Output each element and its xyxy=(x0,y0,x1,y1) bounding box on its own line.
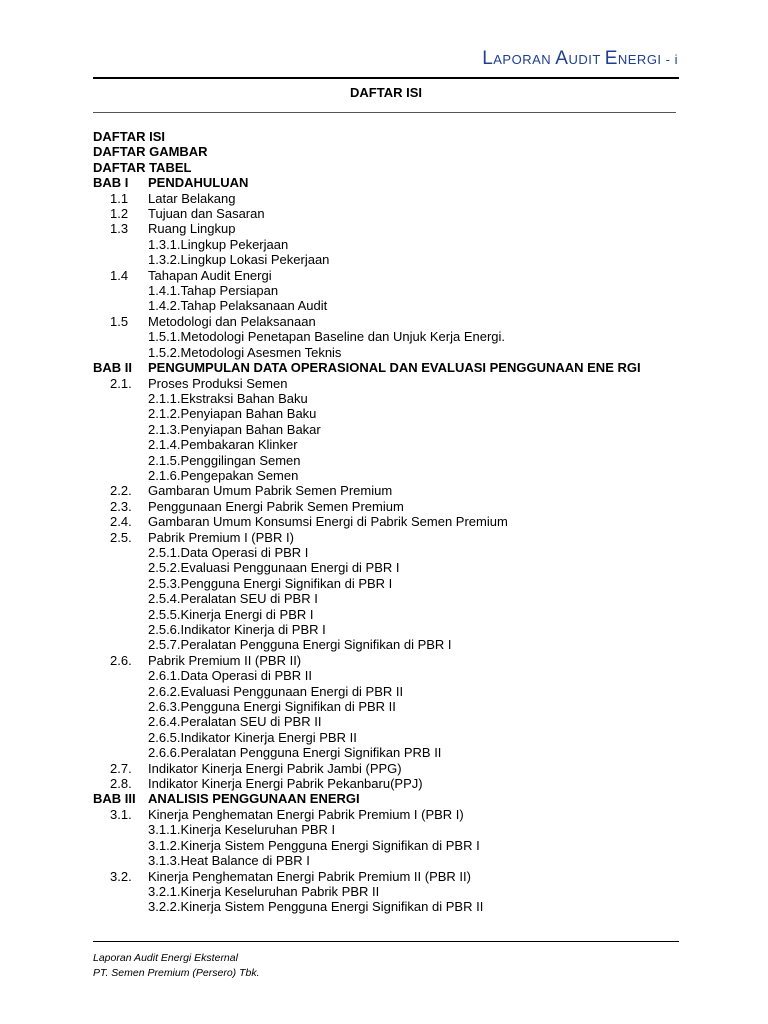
toc-entry xyxy=(93,391,683,406)
toc-entry-title: Pabrik Premium I (PBR I) xyxy=(148,529,294,545)
toc-entry xyxy=(93,160,683,175)
running-header-initial: A xyxy=(555,48,569,69)
toc-entry xyxy=(93,483,683,498)
toc-entry-title: 2.6.5.Indikator Kinerja Energi PBR II xyxy=(148,729,357,745)
toc-entry-number: 2.4. xyxy=(110,514,132,530)
toc-entry-title: 1.5.2.Metodologi Asesmen Teknis xyxy=(148,344,342,360)
toc-entry-number: 2.2. xyxy=(110,483,132,499)
toc-entry xyxy=(93,453,683,468)
toc-entry-title: Ruang Lingkup xyxy=(148,221,236,237)
footer-rule xyxy=(93,941,679,942)
footer-report-name: Laporan Audit Energi Eksternal xyxy=(93,952,238,964)
toc-entry-title: Penggunaan Energi Pabrik Semen Premium xyxy=(148,498,404,514)
running-header-initial: E xyxy=(604,48,618,69)
toc-entry-title: 3.2.1.Kinerja Keseluruhan Pabrik PBR II xyxy=(148,883,380,899)
toc-entry-title: Pabrik Premium II (PBR II) xyxy=(148,652,302,668)
toc-entry-number: 2.1. xyxy=(110,375,132,391)
toc-entry-title: 3.1.3.Heat Balance di PBR I xyxy=(148,853,310,869)
toc-entry-number: 2.5. xyxy=(110,529,132,545)
toc-entry-number: BAB III xyxy=(93,791,136,807)
toc-entry xyxy=(93,622,683,637)
toc-entry-title: Tahapan Audit Energi xyxy=(148,267,272,283)
running-header-word: APORAN xyxy=(493,52,556,67)
running-header-initial: L xyxy=(482,48,494,69)
toc-entry xyxy=(93,514,683,529)
toc-entry xyxy=(93,899,683,914)
toc-entry-title: 2.5.7.Peralatan Pengguna Energi Signifikan di PBR I xyxy=(148,637,452,653)
toc-entry-number: 3.1. xyxy=(110,806,132,822)
toc-entry-title: 2.1.3.Penyiapan Bahan Bakar xyxy=(148,421,321,437)
toc-entry xyxy=(93,237,683,252)
toc-entry xyxy=(93,376,683,391)
toc-entry xyxy=(93,560,683,575)
toc-entry xyxy=(93,853,683,868)
toc-entry xyxy=(93,329,683,344)
toc-entry-title: DAFTAR TABEL xyxy=(93,159,192,175)
toc-entry-title: Gambaran Umum Pabrik Semen Premium xyxy=(148,483,393,499)
running-header-word: NERGI - i xyxy=(617,52,678,67)
toc-entry-title: Proses Produksi Semen xyxy=(148,375,288,391)
toc-entry-title: 1.4.1.Tahap Persiapan xyxy=(148,283,279,299)
toc-entry-title: 1.5.1.Metodologi Penetapan Baseline dan Unjuk Kerja Energi. xyxy=(148,329,506,345)
toc-entry-title: 1.4.2.Tahap Pelaksanaan Audit xyxy=(148,298,328,314)
toc-entry-title: 2.1.1.Ekstraksi Bahan Baku xyxy=(148,390,308,406)
toc-entry xyxy=(93,406,683,421)
toc-entry xyxy=(93,884,683,899)
toc-entry xyxy=(93,869,683,884)
toc-entry xyxy=(93,761,683,776)
toc-entry xyxy=(93,206,683,221)
toc-entry xyxy=(93,607,683,622)
toc-entry-title: 1.3.2.Lingkup Lokasi Pekerjaan xyxy=(148,252,330,268)
toc-entry-title: Kinerja Penghematan Energi Pabrik Premium I (PBR I) xyxy=(148,806,464,822)
toc-entry-title: Indikator Kinerja Energi Pabrik Jambi (PPG) xyxy=(148,760,402,776)
toc-entry-number: 2.3. xyxy=(110,498,132,514)
toc-entry-number: BAB II xyxy=(93,360,132,376)
toc-entry xyxy=(93,714,683,729)
toc-entry xyxy=(93,283,683,298)
toc-entry-title: Metodologi dan Pelaksanaan xyxy=(148,313,316,329)
footer-company-name: PT. Semen Premium (Persero) Tbk. xyxy=(93,967,260,979)
toc-entry xyxy=(93,730,683,745)
toc-entry-title: 2.5.5.Kinerja Energi di PBR I xyxy=(148,606,314,622)
title-rule xyxy=(93,112,676,113)
toc-entry xyxy=(93,653,683,668)
toc-entry-title: DAFTAR GAMBAR xyxy=(93,144,208,160)
toc-entry xyxy=(93,776,683,791)
toc-entry-number: 1.1 xyxy=(110,190,129,206)
toc-entry-title: 3.1.2.Kinerja Sistem Pengguna Energi Signifikan di PBR I xyxy=(148,837,480,853)
toc-chapter-entry xyxy=(93,791,683,806)
page-title: DAFTAR ISI xyxy=(350,85,422,100)
toc-entry-title: 2.6.1.Data Operasi di PBR II xyxy=(148,668,313,684)
toc-chapter-entry xyxy=(93,360,683,375)
toc-entry-title: DAFTAR ISI xyxy=(93,129,165,144)
toc-entry-title: ANALISIS PENGGUNAAN ENERGI xyxy=(148,791,360,807)
toc-entry xyxy=(93,807,683,822)
toc-entry-number: 1.3 xyxy=(110,221,129,237)
toc-entry-number: 2.6. xyxy=(110,652,132,668)
table-of-contents xyxy=(93,129,683,915)
toc-entry-title: Indikator Kinerja Energi Pabrik Pekanbaru(PPJ) xyxy=(148,776,423,792)
toc-entry xyxy=(93,591,683,606)
header-rule xyxy=(93,77,679,79)
toc-entry-number: 1.5 xyxy=(110,313,129,329)
toc-entry xyxy=(93,422,683,437)
toc-entry-title: 2.6.4.Peralatan SEU di PBR II xyxy=(148,714,322,730)
toc-entry xyxy=(93,822,683,837)
toc-entry-title: Gambaran Umum Konsumsi Energi di Pabrik Semen Premium xyxy=(148,514,508,530)
toc-entry xyxy=(93,499,683,514)
toc-entry xyxy=(93,576,683,591)
toc-entry-number: 2.8. xyxy=(110,776,132,792)
toc-entry xyxy=(93,144,683,159)
toc-chapter-entry xyxy=(93,175,683,190)
toc-entry-title: 2.6.6.Peralatan Pengguna Energi Signifikan PRB II xyxy=(148,745,442,761)
toc-entry xyxy=(93,545,683,560)
toc-entry-title: 2.1.5.Penggilingan Semen xyxy=(148,452,301,468)
toc-entry xyxy=(93,345,683,360)
toc-entry-title: 2.5.6.Indikator Kinerja di PBR I xyxy=(148,622,326,637)
toc-entry-title: Kinerja Penghematan Energi Pabrik Premium II (PBR II) xyxy=(148,868,471,884)
toc-entry-title: 3.2.2.Kinerja Sistem Pengguna Energi Signifikan di PBR II xyxy=(148,899,484,915)
toc-entry-title: 2.1.4.Pembakaran Klinker xyxy=(148,437,298,453)
toc-entry-title: 3.1.1.Kinerja Keseluruhan PBR I xyxy=(148,822,336,838)
toc-entry-number: 1.4 xyxy=(110,267,129,283)
toc-entry-title: 2.5.3.Pengguna Energi Signifikan di PBR I xyxy=(148,575,393,591)
toc-entry-title: PENGUMPULAN DATA OPERASIONAL DAN EVALUASI PENGGUNAAN ENE RGI xyxy=(148,360,641,376)
toc-entry xyxy=(93,699,683,714)
toc-entry xyxy=(93,437,683,452)
toc-entry xyxy=(93,252,683,267)
toc-entry xyxy=(93,468,683,483)
toc-entry xyxy=(93,530,683,545)
toc-entry xyxy=(93,745,683,760)
toc-entry-title: 2.6.2.Evaluasi Penggunaan Energi di PBR II xyxy=(148,683,404,699)
toc-entry xyxy=(93,637,683,652)
toc-entry-number: 2.7. xyxy=(110,760,132,776)
toc-entry-title: 2.6.3.Pengguna Energi Signifikan di PBR II xyxy=(148,699,396,715)
toc-entry-number: 1.2 xyxy=(110,206,129,222)
running-header-title xyxy=(482,48,678,70)
toc-entry-title: 1.3.1.Lingkup Pekerjaan xyxy=(148,236,289,252)
toc-entry xyxy=(93,268,683,283)
toc-entry-number: BAB I xyxy=(93,175,129,191)
toc-entry-title: 2.5.1.Data Operasi di PBR I xyxy=(148,544,309,560)
toc-entry xyxy=(93,684,683,699)
toc-entry-title: 2.1.2.Penyiapan Bahan Baku xyxy=(148,406,317,422)
toc-entry-title: Latar Belakang xyxy=(148,190,236,206)
toc-entry xyxy=(93,838,683,853)
toc-entry-title: 2.5.2.Evaluasi Penggunaan Energi di PBR I xyxy=(148,560,400,576)
toc-entry-title: 2.5.4.Peralatan SEU di PBR I xyxy=(148,591,318,607)
toc-entry-title: Tujuan dan Sasaran xyxy=(148,206,265,222)
toc-entry xyxy=(93,221,683,236)
toc-entry-title: PENDAHULUAN xyxy=(148,175,249,191)
toc-entry xyxy=(93,668,683,683)
running-header-word: UDIT xyxy=(568,52,605,67)
toc-entry-title: 2.1.6.Pengepakan Semen xyxy=(148,467,299,483)
toc-entry xyxy=(93,298,683,313)
page-footer xyxy=(93,951,260,981)
toc-entry-number: 3.2. xyxy=(110,868,132,884)
toc-entry xyxy=(93,191,683,206)
toc-entry xyxy=(93,314,683,329)
toc-entry xyxy=(93,129,683,144)
